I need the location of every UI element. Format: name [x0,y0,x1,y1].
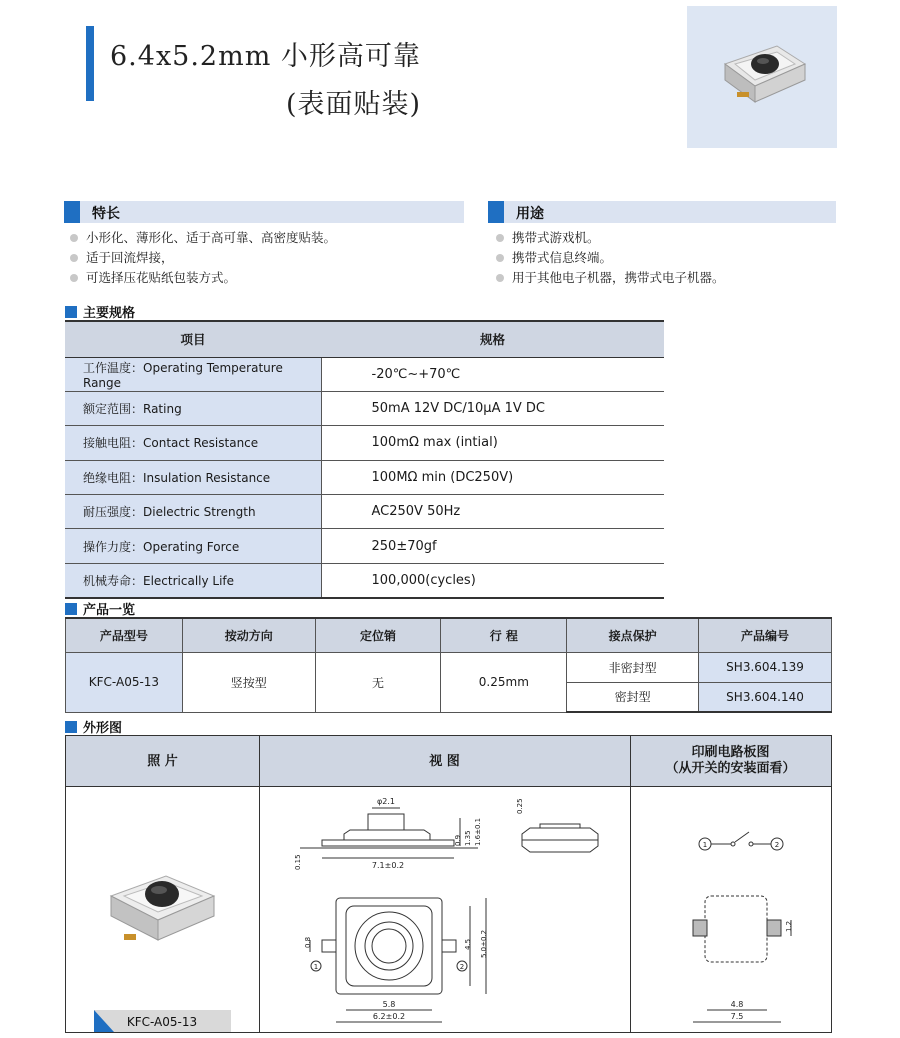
svg-text:2: 2 [774,841,780,849]
uses-section-header [488,201,836,223]
col-header: 定位销 [315,618,441,652]
table-row: 机械寿命：Electrically Life 100,000(cycles) [65,563,664,597]
col-header: 行 程 [441,618,567,652]
features-title: 特长 [92,206,120,222]
svg-text:7.1±0.2: 7.1±0.2 [371,861,405,870]
col-view-header: 视 图 [259,736,630,787]
col-header: 按动方向 [182,618,315,652]
svg-text:1: 1 [702,841,708,849]
code-cell: SH3.604.140 [699,682,832,712]
svg-text:5.8: 5.8 [382,1000,396,1009]
table-row: 耐压强度：Dielectric Strength AC250V 50Hz [65,495,664,529]
svg-text:4.8: 4.8 [730,1000,744,1009]
svg-text:2: 2 [459,963,465,971]
pin-cell: 无 [315,652,441,712]
svg-text:1: 1 [313,963,319,971]
uses-title: 用途 [516,206,544,222]
direction-cell: 竖按型 [182,652,315,712]
products-table [65,617,832,713]
list-item: 可选择压花贴纸包装方式。 [68,268,468,288]
code-cell: SH3.604.139 [699,652,832,682]
outline-heading: 外形图 [65,717,122,736]
hero-product-image [687,6,837,148]
section-marker [488,201,504,223]
page-title: 6.4x5.2mm 小形高可靠 [110,41,421,72]
photo-caption: KFC-A05-13 [126,1015,198,1029]
table-row: 额定范围：Rating 50mA 12V DC/10μA 1V DC [65,391,664,425]
svg-text:4.5: 4.5 [464,938,472,950]
svg-text:0.25: 0.25 [516,798,524,814]
svg-text:1.6±0.1: 1.6±0.1 [474,817,482,846]
col-spec-header: 规格 [321,321,664,357]
svg-text:φ2.1: φ2.1 [377,797,395,806]
list-item: 用于其他电子机器，携带式电子机器。 [494,268,834,288]
page-subtitle: (表面贴装) [286,89,422,120]
svg-text:0.9: 0.9 [454,834,462,846]
pcb-drawing [631,788,831,1032]
list-item: 携带式游戏机。 [494,228,834,248]
view-drawing [260,788,630,1032]
col-photo-header: 照 片 [66,736,259,787]
model-cell: KFC-A05-13 [66,652,183,712]
svg-text:0.8: 0.8 [304,936,312,948]
svg-text:0.15: 0.15 [294,854,302,870]
list-item: 携带式信息终端。 [494,248,834,268]
protection-cell: 密封型 [567,682,699,712]
table-row: 工作温度：Operating Temperature Range -20℃~+70℃ [65,357,664,391]
product-photo [66,788,259,1032]
table-row: 接触电阻：Contact Resistance 100mΩ max (intial) [65,426,664,460]
protection-cell: 非密封型 [567,652,699,682]
features-section-header [64,201,464,223]
uses-list [494,228,834,288]
svg-text:7.5: 7.5 [730,1012,744,1021]
list-item: 小形化、薄形化、适于高可靠、高密度贴装。 [68,228,468,248]
col-header: 接点保护 [567,618,699,652]
svg-text:1.35: 1.35 [464,830,472,846]
specs-heading: 主要规格 [65,302,135,321]
col-header: 产品型号 [66,618,183,652]
specs-table [65,320,664,599]
features-list [68,228,468,288]
products-heading: 产品一览 [65,599,135,618]
col-pcb-header: 印刷电路板图 （从开关的安装面看） [630,736,831,787]
col-item-header: 项目 [65,321,321,357]
title-accent-bar [86,26,94,101]
outline-table [65,735,832,1033]
section-marker [64,201,80,223]
col-header: 产品编号 [699,618,832,652]
table-row [66,652,832,682]
svg-text:6.2±0.2: 6.2±0.2 [372,1012,406,1021]
list-item: 适于回流焊接， [68,248,468,268]
svg-text:1.2: 1.2 [785,920,793,932]
table-row: 绝缘电阻：Insulation Resistance 100MΩ min (DC250V) [65,460,664,494]
table-row: 操作力度：Operating Force 250±70gf [65,529,664,563]
travel-cell: 0.25mm [441,652,567,712]
svg-text:5.0±0.2: 5.0±0.2 [480,929,488,958]
